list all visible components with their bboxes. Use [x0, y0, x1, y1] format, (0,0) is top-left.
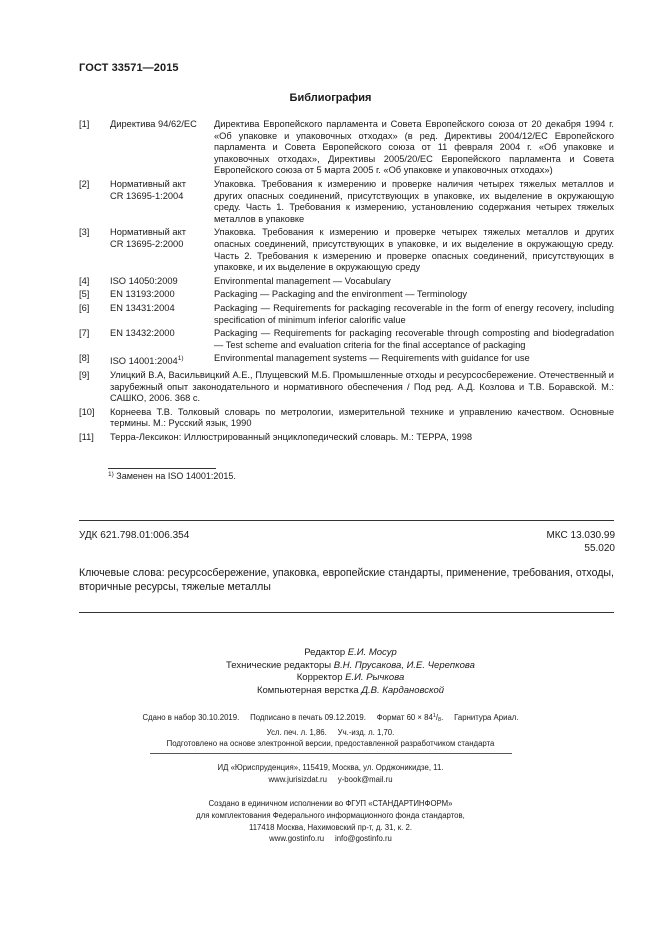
entry-text: Packaging — Requirements for packaging recoverable through composting and biodegradation — Test scheme and evaluation criteria for the final acceptance of packaging — [214, 328, 614, 350]
producer-line: для комплектования Федерального информационного фонда стандартов, — [196, 810, 465, 820]
publisher-site: www.jurisizdat.ru — [268, 775, 327, 784]
divider — [79, 612, 614, 613]
bibliography-entry — [79, 370, 614, 405]
publisher-sheets: Уч.-изд. л. 1,70. — [337, 727, 395, 737]
bibliography-entry — [79, 303, 614, 326]
bibliography-list — [79, 119, 614, 446]
print-info — [0, 710, 661, 739]
entry-number: [4] — [79, 275, 90, 286]
entry-number: [6] — [79, 302, 90, 313]
entry-number: [9] — [79, 369, 90, 380]
entry-code-line: Нормативный акт — [110, 227, 186, 238]
udc-code: УДК 621.798.01:006.354 — [79, 530, 190, 541]
editor-name: Е.И. Мосур — [347, 647, 397, 658]
print-sheets: Усл. печ. л. 1,86. — [266, 727, 327, 737]
entry-text: Packaging — Packaging and the environment — Terminology — [214, 289, 468, 300]
entry-text: Терра-Лексикон: Иллюстрированный энциклопедический словарь. М.: ТЕРРА, 1998 — [110, 431, 473, 442]
mks-line: МКС 13.030.99 — [546, 530, 615, 541]
entry-code — [110, 179, 214, 225]
entry-number: [1] — [79, 119, 90, 129]
entry-code: EN 13431:2004 — [110, 302, 175, 313]
bibliography-entry — [79, 119, 614, 177]
footnote — [108, 471, 236, 481]
layout-row — [0, 685, 661, 698]
publisher-email: y-book@mail.ru — [337, 775, 393, 784]
editor-label: Редактор — [304, 647, 346, 658]
format-prefix: Формат 60 × 84 — [376, 713, 433, 722]
layout-label: Компьютерная верстка — [256, 684, 359, 696]
entry-text: Улицкий В.А, Васильвицкий А.Е., Плущевский М.Б. Промышленные отходы и ресурсосбережение. Отечественный и зарубежный опыт законодательного и нормативного обеспечения / Под ред. А.Д. Козлова и Т.В. Боравской. М.: САШКО, 2006. 368 с. — [110, 369, 614, 404]
entry-code-line: CR 13695-1:2004 — [110, 190, 184, 201]
credits — [0, 647, 661, 697]
entry-number: [3] — [79, 227, 90, 238]
standard-id: ГОСТ 33571—2015 — [79, 62, 179, 74]
tech-editors-label: Технические редакторы — [226, 659, 332, 671]
publisher-contacts — [0, 774, 661, 786]
publisher-info — [0, 762, 661, 786]
corrector-name: Е.И. Рычкова — [345, 672, 405, 684]
corrector-label: Корректор — [296, 672, 343, 684]
entry-code — [110, 227, 214, 273]
bibliography-entry — [79, 227, 614, 273]
footnote-text: Заменен на ISO 14001:2015. — [116, 471, 236, 481]
entry-code: EN 13193:2000 — [110, 289, 175, 300]
producer-address: 117418 Москва, Нахимовский пр-т, д. 31, к. 2. — [248, 822, 413, 832]
paper-format: Формат $60 \times 84^1/_8$. — [376, 713, 444, 723]
format-suffix: . — [441, 713, 444, 722]
entry-number: [11] — [79, 431, 94, 442]
footnote-ref: 1) — [177, 355, 184, 363]
entry-code: ISO 14050:2009 — [110, 275, 178, 286]
entry-number: [8] — [79, 353, 90, 364]
entry-text: Packaging — Requirements for packaging recoverable in the form of energy recovery, including specification of minimum inferior calorific value — [214, 302, 614, 325]
mks-line: 55.020 — [584, 542, 615, 554]
entry-number: [10] — [79, 406, 95, 417]
entry-code: Директива 94/62/ЕС — [110, 119, 197, 129]
print-sheets-line — [0, 727, 661, 740]
entry-code: EN 13432:2000 — [110, 328, 175, 339]
keywords: Ключевые слова: ресурсосбережение, упаковка, европейские стандарты, применение, требования, отходы, вторичные ресурсы, тяжелые металлы — [79, 567, 614, 593]
producer-info — [0, 798, 661, 845]
footnote-divider — [108, 468, 216, 469]
tech-editors-row — [0, 660, 661, 673]
bibliography-entry — [79, 276, 614, 288]
bibliography-entry — [79, 407, 614, 430]
producer-email: info@gostinfo.ru — [334, 834, 392, 844]
footnote-mark: 1) — [108, 471, 114, 478]
typeface: Гарнитура Ариал. — [454, 713, 519, 722]
bibliography-title: Библиография — [289, 92, 372, 104]
signed-date: Подписано в печать 09.12.2019. — [250, 713, 366, 722]
corrector-row — [0, 672, 661, 685]
submitted-date: Сдано в набор 30.10.2019. — [142, 713, 240, 722]
producer-contacts — [0, 833, 661, 845]
producer-site: www.gostinfo.ru — [269, 834, 325, 844]
bibliography-entry — [79, 353, 614, 368]
entry-text: Упаковка. Требования к измерению и проверке четырех тяжелых металлов и других опасных соединений, присутствующих в упаковке, и их выделение в окружающую среду. Часть 2. Требования к измерению и проверке опасных соединений, присутствующих в упаковке, и их выделение в окружающую среду — [214, 227, 614, 273]
entry-number: [2] — [79, 178, 90, 189]
editor-row — [0, 647, 661, 660]
entry-code-text: ISO 14001:2004 — [110, 356, 178, 367]
tech-editors-names: В.Н. Прусакова, И.Е. Черепкова — [333, 659, 475, 671]
bibliography-entry — [79, 179, 614, 225]
entry-code-line: CR 13695-2:2000 — [110, 238, 184, 249]
prepared-note: Подготовлено на основе электронной версии, предоставленной разработчиком стандарта — [166, 739, 495, 748]
entry-text: Environmental management systems — Requirements with guidance for use — [214, 353, 530, 364]
format-numerator: 1 — [432, 713, 436, 719]
bibliography-entry — [79, 289, 614, 301]
entry-number: [5] — [79, 289, 90, 300]
mks-code — [520, 530, 615, 555]
entry-text: Упаковка. Требования к измерению и проверке наличия четырех тяжелых металлов и других опасных соединений, присутствующих в упаковке, их выделение в окружающую среду. Часть 1. Требования к измерению, установлению содержания четырех тяжелых металлов в упаковке — [214, 178, 614, 224]
print-info-line — [0, 710, 661, 727]
bibliography-entry — [79, 432, 614, 444]
entry-code-line: Нормативный акт — [110, 178, 186, 189]
entry-number: [7] — [79, 328, 90, 339]
entry-text: Корнеева Т.В. Толковый словарь по метрологии, измерительной технике и управлению качеством. Основные термины. М.: Русский язык, 1990 — [110, 406, 614, 429]
entry-text: Environmental management — Vocabulary — [214, 275, 391, 286]
entry-text: Директива Европейского парламента и Совета Европейского союза от 20 декабря 1994 г. «Об упаковке и упаковочных отходах» (в ред. Директивы 2004/12/ЕС Европейского парламента и Совета Европейского союза от 11 февраля 2004 г. «Об упаковке и упаковочных отходах», Директивы 2005/20/ЕС Европейского парламента и Совета Европейского союза от 5 марта 2005 г. «Об упаковке и упаковочных отходах») — [214, 119, 614, 176]
layout-name: Д.В. Кардановской — [361, 684, 445, 696]
divider — [79, 520, 614, 521]
bibliography-entry — [79, 328, 614, 351]
format-denominator: 8 — [438, 717, 442, 723]
producer-line: Создано в единичном исполнении во ФГУП «СТАНДАРТИНФОРМ» — [208, 799, 453, 808]
divider — [150, 753, 512, 754]
publisher-address: ИД «Юриспруденция», 115419, Москва, ул. Орджоникидзе, 11. — [217, 763, 444, 772]
entry-code — [110, 353, 214, 368]
